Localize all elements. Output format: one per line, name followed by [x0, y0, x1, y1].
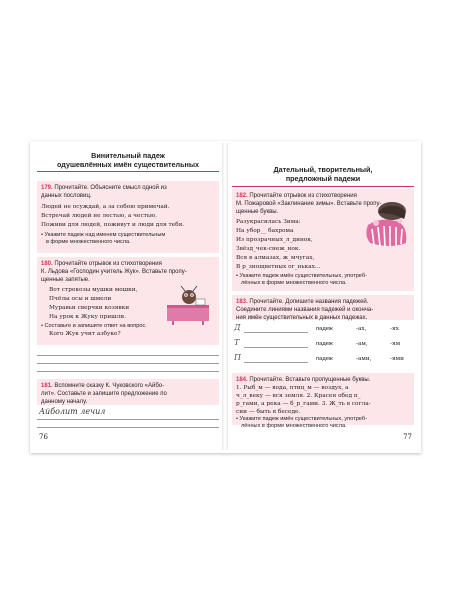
case-roman-3: П: [234, 353, 241, 362]
exercise-179: 179. Прочитайте. Объясните смысл одной из данных пословиц. Людей не осуждай, а за собою примечай. Встречай людей не лестью, а честью. Поживи для людей, поживут и люди для тебя. • Укажите падеж над именем существительным в форме множественного числа.: [37, 181, 219, 253]
right-page-title: Дательный, творительный, предложный падежи: [273, 165, 373, 183]
case-roman-2: Т: [234, 338, 240, 347]
case-roman-1: Д: [234, 323, 241, 332]
beetle-poem: Вот стрекозы мушки мошки, Пчёлы осы и шмели Муравьи сверчки козявки На урок к Жуку пришли.: [49, 287, 138, 320]
winter-poem: Разукрасилась Зима: На убор__ бахрома Из прозрачных_л_динок, Звёзд_чек-снеж_нок. Вся в алмазах, ж_мчугах, В р_знощветных ог_ньках…: [236, 219, 321, 270]
case-input-line-2[interactable]: [244, 347, 308, 348]
left-page-title: Винительный падеж одушевлённых имён существительных: [57, 151, 199, 169]
case-input-line-1[interactable]: [244, 332, 308, 333]
handwritten-answer: Айболит лечил: [39, 407, 106, 416]
page-number-right: 77: [403, 433, 412, 441]
beetle-teacher-icon: [165, 285, 211, 325]
exercise-180: 180. Прочитайте отрывок из стихотворения К. Льдова «Господин учитель Жук». Вставьте пропу- щенные запятые. Вот стрекозы мушки мошки, Пчёлы осы и шмели Муравьи сверчки козявки На урок к Жуку пришли. • Составьте и запишите ответ на вопрос. Кого Жук учит азбуке?: [37, 257, 219, 345]
exercise-184: 184. Прочитайте. Вставьте пропущенные буквы. 1. Рыб_м — вода, птиц_м — воздух, а ч_л_веку — вся земля. 2. Красен обед п_ р_гами, а река — б_р_гами. 3. Ж_ть в согла- сии — быть в беседе. • Укажите падеж имён существительных, употреб- лённых в форме множественного числа.: [232, 373, 414, 425]
exercise-182: 182. Прочитайте отрывок из стихотворения М. Пожаровой «Заклинание зимы». Вставьте пропу- щенные буквы. Разукрасилась Зима: На убор__ бахрома Из прозрачных_л_динок, Звёзд_чек-снеж_нок. Вся в алмазах, ж_мчугах, В р_знощветных ог_ньках… • Укажите падеж имён существительных, употреб- лённых в форме множественного числа.: [232, 189, 414, 291]
right-page: [228, 143, 418, 450]
exercise-181: 181. Вспомните сказку К. Чуковского «Айбо- лит». Составьте и запишите предложение по данному началу.: [37, 379, 219, 405]
left-page: [33, 143, 223, 450]
page-number-left: 76: [39, 433, 48, 441]
title-divider-right: [232, 186, 414, 187]
case-input-line-3[interactable]: [244, 362, 308, 363]
proverb-list: Людей не осуждай, а за собою примечай. Встречай людей не лестью, а честью. Поживи для людей, поживут и люди для тебя.: [41, 204, 185, 228]
exercise-183: 183. Прочитайте. Допишите названия падежей. Соедините линиями названия падежей и оконча- ния имён существительных в данных падежах.: [232, 295, 414, 320]
answer-lines-181: [37, 407, 219, 428]
answer-lines: [37, 348, 219, 372]
title-divider: [37, 171, 219, 172]
case-matching-table: Д падеж -ах, -ях Т падеж -ам, -ям П падеж -ами, -ями: [234, 323, 404, 362]
proverb-text: 1. Рыб_м — вода, птиц_м — воздух, а ч_л_веку — вся земля. 2. Красен обед п_ р_гами, а река — б_р_гами. 3. Ж_ть в согла- сии — быть в беседе.: [236, 385, 371, 415]
winter-girl-icon: [360, 199, 412, 251]
